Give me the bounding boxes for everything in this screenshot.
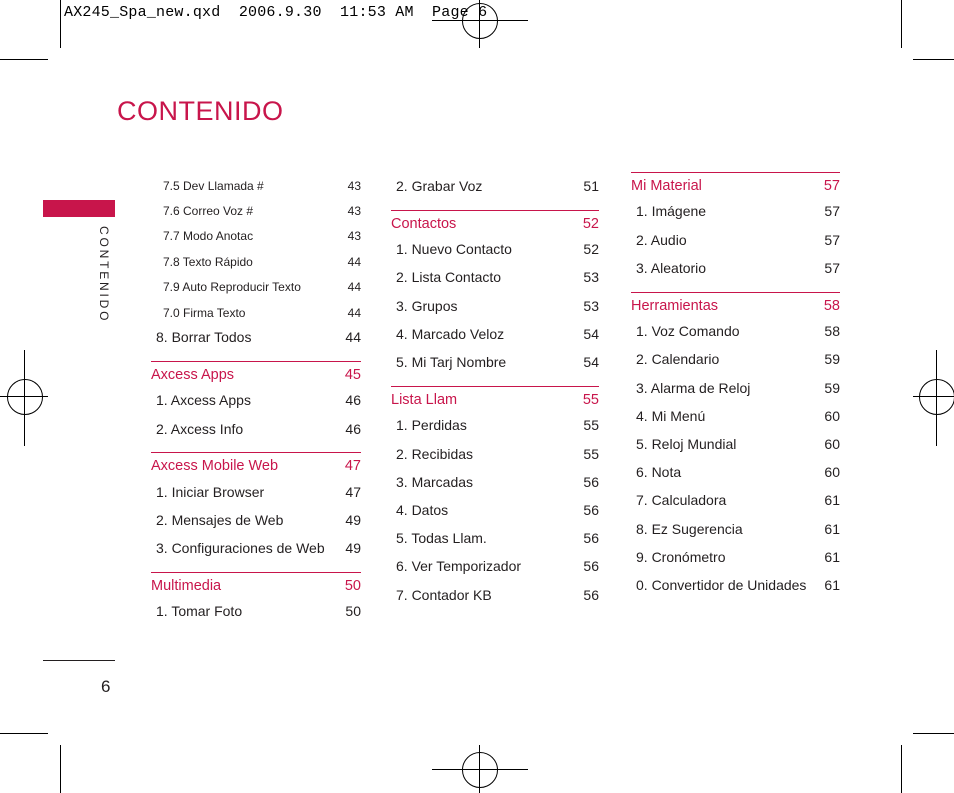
entry-page: 49 — [345, 540, 361, 556]
toc-entry — [151, 484, 361, 500]
toc-entry — [391, 587, 599, 603]
toc-entry — [631, 351, 840, 367]
toc-entry — [631, 492, 840, 508]
entry-label: 1. Iniciar Browser — [156, 484, 265, 500]
section-header — [391, 386, 599, 408]
entry-page: 58 — [824, 323, 840, 339]
entry-label: 0. Convertidor de Unidades — [636, 577, 807, 593]
side-accent-bar — [43, 200, 115, 217]
crop-mark — [901, 0, 902, 48]
toc-entry — [631, 232, 840, 248]
toc-column-1 — [151, 0, 361, 793]
toc-entry — [391, 269, 599, 285]
crop-mark — [901, 745, 902, 793]
entry-page: 60 — [824, 436, 840, 452]
toc-entry — [391, 354, 599, 370]
entry-page: 59 — [824, 351, 840, 367]
toc-entry — [391, 558, 599, 574]
entry-page: 54 — [583, 354, 599, 370]
registration-mark — [24, 350, 25, 446]
entry-label: 4. Datos — [396, 502, 449, 518]
footer-rule — [43, 660, 115, 661]
entry-page: 44 — [347, 280, 361, 294]
entry-page: 47 — [345, 484, 361, 500]
entry-label: 4. Marcado Veloz — [396, 326, 505, 342]
entry-label: 8. Borrar Todos — [156, 329, 252, 345]
section-page: 58 — [823, 298, 840, 314]
toc-entry — [151, 421, 361, 437]
entry-page: 57 — [824, 203, 840, 219]
section-page: 47 — [344, 458, 361, 474]
section-header — [631, 292, 840, 314]
entry-label: 1. Nuevo Contacto — [396, 241, 512, 257]
entry-label: 7.9 Auto Reproducir Texto — [163, 280, 301, 294]
section-header — [391, 210, 599, 232]
entry-label: 1. Axcess Apps — [156, 392, 251, 408]
entry-page: 56 — [583, 530, 599, 546]
entry-label: 7. Contador KB — [396, 587, 492, 603]
entry-page: 55 — [583, 446, 599, 462]
toc-entry — [391, 326, 599, 342]
entry-label: 2. Calendario — [636, 351, 720, 367]
entry-label: 2. Axcess Info — [156, 421, 244, 437]
section-header — [151, 572, 361, 594]
entry-page: 59 — [824, 380, 840, 396]
section-header — [151, 361, 361, 383]
entry-label: 2. Recibidas — [396, 446, 474, 462]
entry-page: 61 — [824, 577, 840, 593]
entry-page: 57 — [824, 260, 840, 276]
page-number: 6 — [101, 677, 111, 696]
toc-entry — [391, 178, 599, 194]
entry-label: 3. Aleatorio — [636, 260, 707, 276]
toc-column-2 — [391, 0, 599, 793]
entry-page: 53 — [583, 269, 599, 285]
entry-page: 53 — [583, 298, 599, 314]
page-title: CONTENIDO — [117, 96, 284, 126]
entry-page: 43 — [347, 204, 361, 218]
toc-entry — [151, 254, 361, 270]
entry-label: 3. Marcadas — [396, 474, 474, 490]
section-page: 57 — [823, 178, 840, 194]
toc-entry — [391, 474, 599, 490]
crop-mark — [913, 733, 954, 734]
entry-page: 44 — [347, 255, 361, 269]
section-page: 55 — [582, 392, 599, 408]
toc-entry — [631, 408, 840, 424]
registration-mark — [936, 350, 937, 446]
entry-page: 56 — [583, 558, 599, 574]
entry-label: 7.5 Dev Llamada # — [163, 179, 264, 193]
section-page: 50 — [344, 578, 361, 594]
crop-mark — [0, 733, 48, 734]
entry-page: 44 — [345, 329, 361, 345]
entry-page: 50 — [345, 603, 361, 619]
crop-mark — [60, 0, 61, 48]
toc-entry — [631, 464, 840, 480]
entry-label: 1. Tomar Foto — [156, 603, 243, 619]
registration-mark — [7, 379, 43, 415]
entry-label: 2. Grabar Voz — [396, 178, 483, 194]
toc-entry — [391, 241, 599, 257]
toc-entry — [151, 329, 361, 345]
toc-entry — [631, 203, 840, 219]
entry-page: 44 — [347, 306, 361, 320]
toc-entry — [631, 521, 840, 537]
entry-label: 8. Ez Sugerencia — [636, 521, 743, 537]
section-page: 45 — [344, 367, 361, 383]
entry-page: 60 — [824, 408, 840, 424]
toc-entry — [631, 380, 840, 396]
entry-page: 60 — [824, 464, 840, 480]
section-title: Mi Material — [631, 178, 702, 194]
toc-entry — [151, 540, 361, 556]
entry-label: 1. Perdidas — [396, 417, 467, 433]
entry-label: 7.7 Modo Anotac — [163, 229, 254, 243]
entry-label: 3. Configuraciones de Web — [156, 540, 325, 556]
toc-entry — [391, 298, 599, 314]
entry-page: 43 — [347, 179, 361, 193]
toc-entry — [631, 577, 840, 593]
entry-page: 61 — [824, 549, 840, 565]
crop-mark — [60, 745, 61, 793]
entry-page: 56 — [583, 474, 599, 490]
entry-page: 51 — [583, 178, 599, 194]
section-title: Contactos — [391, 216, 457, 232]
toc-entry — [151, 512, 361, 528]
section-header — [151, 452, 361, 474]
entry-label: 2. Mensajes de Web — [156, 512, 284, 528]
toc-entry — [151, 178, 361, 194]
section-header — [631, 172, 840, 194]
entry-label: 1. Voz Comando — [636, 323, 740, 339]
entry-page: 49 — [345, 512, 361, 528]
entry-label: 2. Audio — [636, 232, 687, 248]
toc-entry — [631, 323, 840, 339]
entry-page: 55 — [583, 417, 599, 433]
registration-mark — [913, 396, 954, 397]
entry-label: 9. Cronómetro — [636, 549, 726, 565]
entry-page: 56 — [583, 587, 599, 603]
entry-page: 43 — [347, 229, 361, 243]
entry-label: 7.8 Texto Rápido — [163, 255, 253, 269]
print-slug: AX245_Spa_new.qxd 2006.9.30 11:53 AM Page 6 — [64, 4, 488, 21]
section-title: Herramientas — [631, 298, 719, 314]
entry-label: 7.0 Firma Texto — [163, 306, 246, 320]
toc-entry — [151, 305, 361, 321]
section-title: Lista Llam — [391, 392, 458, 408]
entry-label: 4. Mi Menú — [636, 408, 706, 424]
section-page: 52 — [582, 216, 599, 232]
toc-entry — [391, 502, 599, 518]
section-title: Axcess Mobile Web — [151, 458, 279, 474]
toc-entry — [151, 392, 361, 408]
toc-column-3 — [631, 0, 840, 793]
entry-label: 5. Reloj Mundial — [636, 436, 737, 452]
entry-label: 3. Alarma de Reloj — [636, 380, 751, 396]
toc-entry — [151, 279, 361, 295]
entry-label: 1. Imágene — [636, 203, 707, 219]
side-label: CONTENIDO — [97, 226, 111, 324]
toc-entry — [151, 203, 361, 219]
entry-label: 6. Ver Temporizador — [396, 558, 522, 574]
entry-label: 7. Calculadora — [636, 492, 727, 508]
entry-label: 5. Mi Tarj Nombre — [396, 354, 507, 370]
registration-mark — [0, 396, 48, 397]
entry-page: 57 — [824, 232, 840, 248]
toc-entry — [391, 530, 599, 546]
section-title: Multimedia — [151, 578, 222, 594]
entry-page: 52 — [583, 241, 599, 257]
entry-label: 7.6 Correo Voz # — [163, 204, 254, 218]
entry-label: 6. Nota — [636, 464, 682, 480]
section-title: Axcess Apps — [151, 367, 235, 383]
entry-page: 54 — [583, 326, 599, 342]
entry-page: 46 — [345, 421, 361, 437]
entry-page: 56 — [583, 502, 599, 518]
entry-page: 61 — [824, 521, 840, 537]
toc-entry — [631, 260, 840, 276]
entry-label: 2. Lista Contacto — [396, 269, 502, 285]
toc-entry — [151, 228, 361, 244]
entry-label: 5. Todas Llam. — [396, 530, 487, 546]
entry-label: 3. Grupos — [396, 298, 458, 314]
toc-entry — [391, 446, 599, 462]
entry-page: 61 — [824, 492, 840, 508]
crop-mark — [0, 59, 48, 60]
toc-entry — [391, 417, 599, 433]
crop-mark — [913, 59, 954, 60]
toc-entry — [631, 436, 840, 452]
entry-page: 46 — [345, 392, 361, 408]
toc-entry — [151, 603, 361, 619]
toc-entry — [631, 549, 840, 565]
